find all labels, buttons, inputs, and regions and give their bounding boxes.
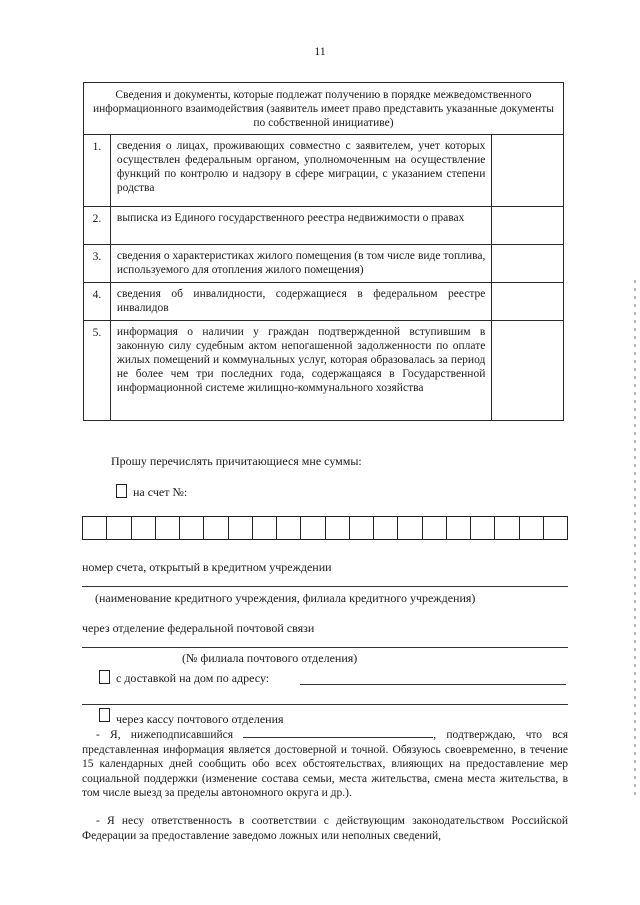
transfer-request-text: Прошу перечислять причитающиеся мне суммы: — [111, 454, 362, 468]
account-digit-cell[interactable] — [180, 517, 204, 539]
row-mark-cell[interactable] — [492, 283, 564, 321]
row-number: 4. — [84, 283, 111, 321]
row-number: 3. — [84, 245, 111, 283]
row-text: сведения о лицах, проживающих совместно с заявителем, учет которых осуществлен федеральным органом, уполномоченным на осуществление функций по контролю и надзору в сфере миграции, с указанием степени родства — [110, 135, 491, 207]
row-number: 1. — [84, 135, 111, 207]
signer-name-field[interactable] — [243, 727, 433, 738]
account-digit-cell[interactable] — [156, 517, 180, 539]
row-mark-cell[interactable] — [492, 207, 564, 245]
cash-desk-label: через кассу почтового отделения — [116, 712, 284, 726]
account-digit-cell[interactable] — [398, 517, 422, 539]
table-row — [84, 321, 564, 421]
bank-name-line[interactable] — [82, 586, 568, 587]
post-branch-caption: (№ филиала почтового отделения) — [182, 651, 358, 665]
row-text: информация о наличии у граждан подтвержденной вступившим в законную силу судебным актом непогашенной задолженности по оплате жилых помещений и коммунальных услуг, которая образовалась за период не более чем три последних года, содержащаяся в Государственной информационной системе жилищно-коммунального хозяйства — [110, 321, 491, 421]
declaration-start: - Я, нижеподписавшийся — [96, 729, 234, 741]
account-digit-cell[interactable] — [326, 517, 350, 539]
row-mark-cell[interactable] — [492, 245, 564, 283]
account-digit-cell[interactable] — [447, 517, 471, 539]
post-branch-line[interactable] — [82, 647, 568, 648]
post-office-transfer-label: через отделение федеральной почтовой связи — [82, 621, 315, 635]
account-opened-label: номер счета, открытый в кредитном учреждении — [82, 560, 332, 574]
delivery-address-line[interactable] — [300, 684, 566, 685]
account-number-grid[interactable] — [82, 516, 568, 540]
interagency-documents-table — [83, 82, 564, 421]
account-digit-cell[interactable] — [204, 517, 228, 539]
account-checkbox[interactable] — [116, 484, 127, 498]
cash-desk-checkbox[interactable] — [99, 708, 110, 722]
table-header: Сведения и документы, которые подлежат получению в порядке межведомственного информационного взаимодействия (заявитель имеет право представить указанные документы по собственной инициативе) — [84, 83, 564, 135]
row-mark-cell[interactable] — [492, 321, 564, 421]
page-number: 11 — [314, 44, 326, 58]
account-digit-cell[interactable] — [253, 517, 277, 539]
scan-edge-mark — [634, 280, 636, 800]
table-row — [84, 135, 564, 207]
row-text: выписка из Единого государственного реестра недвижимости о правах — [110, 207, 491, 245]
declaration-paragraph-1 — [82, 727, 568, 801]
home-delivery-label: с доставкой на дом по адресу: — [116, 671, 270, 685]
account-digit-cell[interactable] — [107, 517, 131, 539]
table-row — [84, 207, 564, 245]
row-text: сведения об инвалидности, содержащиеся в федеральном реестре инвалидов — [110, 283, 491, 321]
account-digit-cell[interactable] — [374, 517, 398, 539]
account-digit-cell[interactable] — [544, 517, 567, 539]
account-digit-cell[interactable] — [301, 517, 325, 539]
account-digit-cell[interactable] — [520, 517, 544, 539]
row-number: 5. — [84, 321, 111, 421]
account-digit-cell[interactable] — [495, 517, 519, 539]
account-digit-cell[interactable] — [423, 517, 447, 539]
account-digit-cell[interactable] — [83, 517, 107, 539]
account-option-label: на счет №: — [133, 485, 188, 499]
declaration-paragraph-2: - Я несу ответственность в соответствии с действующим законодательством Российской Федерации за предоставление заведомо ложных или неполных сведений, — [82, 815, 568, 842]
account-digit-cell[interactable] — [132, 517, 156, 539]
account-digit-cell[interactable] — [229, 517, 253, 539]
account-digit-cell[interactable] — [471, 517, 495, 539]
declaration-end: , подтверждаю, что вся представленная информация является достоверной и точной. Обязуюсь своевременно, в течение 15 календарных дней сообщить обо всех обстоятельствах, влияющих на предоставление мер социальной поддержки (изменение состава семьи, места жительства, смена места жительства, в том числе выезд за пределы автономного округа и др.). — [82, 729, 569, 799]
table-row — [84, 245, 564, 283]
table-row — [84, 283, 564, 321]
account-digit-cell[interactable] — [350, 517, 374, 539]
row-text: сведения о характеристиках жилого помещения (в том числе виде топлива, используемого для отопления жилого помещения) — [110, 245, 491, 283]
account-digit-cell[interactable] — [277, 517, 301, 539]
home-delivery-checkbox[interactable] — [99, 670, 110, 684]
bank-caption: (наименование кредитного учреждения, филиала кредитного учреждения) — [95, 591, 476, 605]
table-header-row — [84, 83, 564, 135]
row-number: 2. — [84, 207, 111, 245]
delivery-address-line-2[interactable] — [82, 704, 568, 705]
row-mark-cell[interactable] — [492, 135, 564, 207]
